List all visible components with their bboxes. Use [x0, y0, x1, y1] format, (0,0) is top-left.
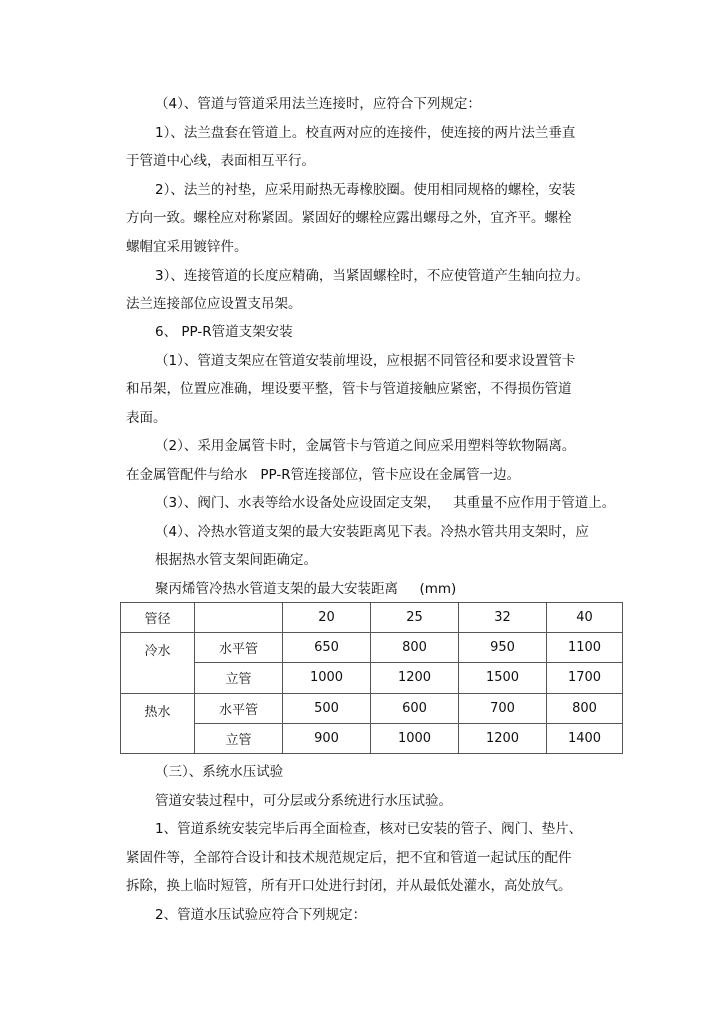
table-cell: 1200: [459, 723, 547, 753]
header-cell-blank: [195, 603, 283, 633]
paragraph-flange-rules: （4）、管道与管道采用法兰连接时，应符合下列规定：: [155, 96, 481, 112]
support-distance-table: [120, 602, 623, 754]
table-cell: 1500: [459, 663, 547, 693]
header-cell-size: 32: [459, 603, 547, 633]
table-cell: 1000: [283, 663, 371, 693]
table-cell: 700: [459, 693, 547, 723]
paragraph-pressure-1-line-2: 紧固件等，全部符合设计和技术规范规定后，把不宜和管道一起试压的配件: [126, 850, 572, 866]
paragraph-3-line-1: 3）、连接管道的长度应精确，当紧固螺栓时，不应使管道产生轴向拉力。: [155, 268, 589, 284]
row-group-cold-water: 冷水: [121, 633, 195, 693]
table-row: [121, 633, 623, 663]
paragraph-2-line-1: 2）、法兰的衬垫，应采用耐热无毒橡胶圈。使用相同规格的螺栓，安装: [155, 182, 576, 198]
paragraph-pressure-intro: 管道安装过程中，可分层或分系统进行水压试验。: [155, 793, 452, 809]
paragraph-pressure-2: 2、管道水压试验应符合下列规定：: [155, 907, 367, 923]
table-cell: 800: [371, 633, 459, 663]
header-cell-pipe-diameter: 管径: [121, 603, 195, 633]
row-group-hot-water: 热水: [121, 693, 195, 753]
header-cell-size: 40: [547, 603, 623, 633]
table-row: [121, 663, 623, 693]
table-cell: 1700: [547, 663, 623, 693]
table-cell: 1200: [371, 663, 459, 693]
row-type-cell: 水平管: [195, 633, 283, 663]
row-type-cell: 立管: [195, 663, 283, 693]
table-cell: 800: [547, 693, 623, 723]
table-cell: 650: [283, 633, 371, 663]
paragraph-1-line-1: 1）、法兰盘套在管道上。校直两对应的连接件，使连接的两片法兰垂直: [155, 125, 576, 141]
table-row: [121, 693, 623, 723]
header-cell-size: 20: [283, 603, 371, 633]
table-cell: 1000: [371, 723, 459, 753]
table-cell: 1100: [547, 633, 623, 663]
paragraph-support-2-line-2: 在金属管配件与给水 PP-R管连接部位，管卡应设在金属管一边。: [126, 467, 521, 483]
table-cell: 600: [371, 693, 459, 723]
table-cell: 500: [283, 693, 371, 723]
paragraph-3-line-2: 法兰连接部位应设置支吊架。: [126, 296, 302, 312]
paragraph-1-line-2: 于管道中心线，表面相互平行。: [126, 153, 315, 169]
paragraph-2-line-3: 螺帽宜采用镀锌件。: [126, 239, 248, 255]
section-heading-pressure-test: （三）、系统水压试验: [155, 764, 284, 780]
paragraph-support-1-line-1: （1）、管道支架应在管道安装前埋设，应根据不同管径和要求设置管卡: [155, 353, 576, 369]
table-caption: 聚丙烯管冷热水管道支架的最大安装距离 (mm): [155, 581, 457, 597]
section-heading-pp-r-support: 6、 PP-R管道支架安装: [155, 324, 293, 340]
paragraph-pressure-1-line-1: 1、管道系统安装完毕后再全面检查，核对已安装的管子、阀门、垫片、: [155, 821, 583, 837]
row-type-cell: 水平管: [195, 693, 283, 723]
paragraph-pressure-1-line-3: 拆除，换上临时短管，所有开口处进行封闭，并从最低处灌水，高处放气。: [126, 878, 572, 894]
paragraph-support-4-line-2: 根据热水管支架间距确定。: [155, 552, 317, 568]
paragraph-support-1-line-2: 和吊架，位置应准确，埋设要平整，管卡与管道接触应紧密，不得损伤管道: [126, 381, 572, 397]
paragraph-support-3: （3）、阀门、水表等给水设备处应设固定支架， 其重量不应作用于管道上。: [155, 495, 616, 511]
table-cell: 950: [459, 633, 547, 663]
paragraph-support-2-line-1: （2）、采用金属管卡时，金属管卡与管道之间应采用塑料等软物隔离。: [155, 438, 576, 454]
table-header-row: [121, 603, 623, 633]
table-row: [121, 723, 623, 753]
header-cell-size: 25: [371, 603, 459, 633]
paragraph-2-line-2: 方向一致。螺栓应对称紧固。紧固好的螺栓应露出螺母之外，宜齐平。螺栓: [126, 210, 572, 226]
table-cell: 1400: [547, 723, 623, 753]
paragraph-support-4-line-1: （4）、冷热水管道支架的最大安装距离见下表。冷热水管共用支架时，应: [155, 524, 589, 540]
row-type-cell: 立管: [195, 723, 283, 753]
table-cell: 900: [283, 723, 371, 753]
paragraph-support-1-line-3: 表面。: [126, 410, 167, 426]
